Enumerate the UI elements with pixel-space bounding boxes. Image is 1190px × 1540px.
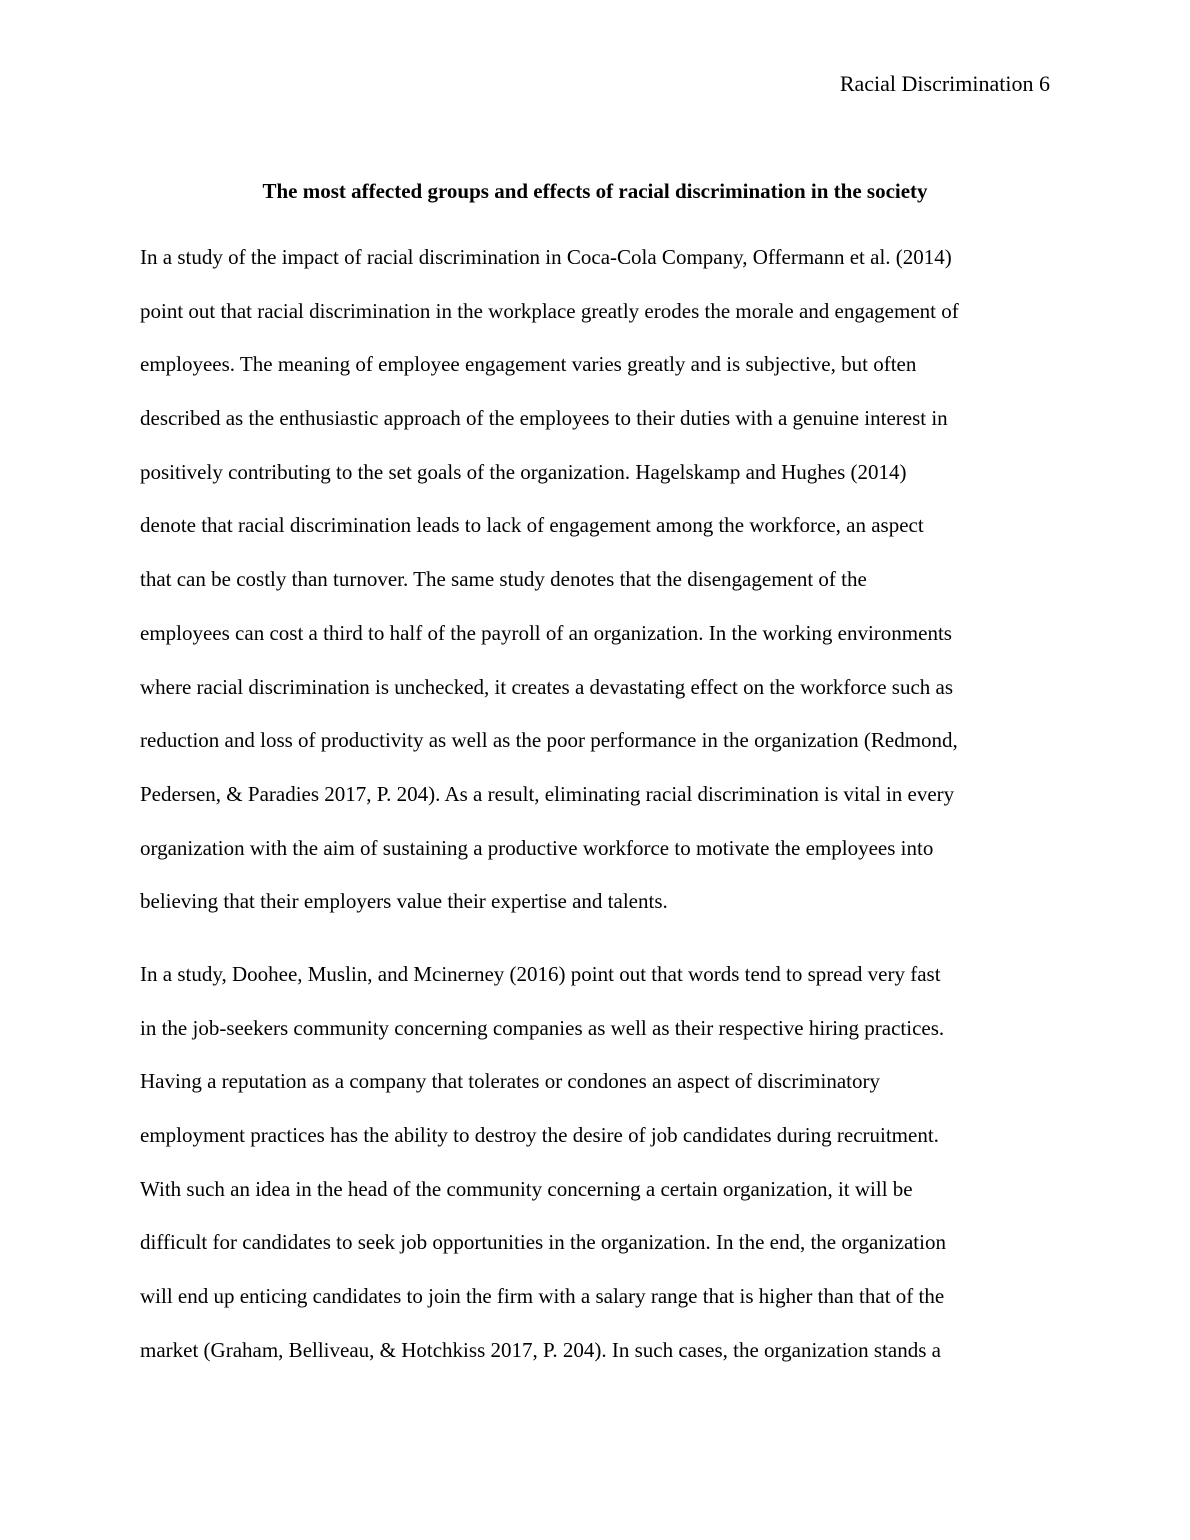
paragraph-line: organization with the aim of sustaining a productive workforce to motivate the employees into xyxy=(140,835,934,860)
paragraph-line: employees can cost a third to half of the payroll of an organization. In the working environments xyxy=(140,620,952,645)
paragraph-line: positively contributing to the set goals of the organization. Hagelskamp and Hughes (2014) xyxy=(140,459,907,484)
paragraph-line: reduction and loss of productivity as well as the poor performance in the organization (Redmond, xyxy=(140,728,958,753)
paragraph-2 xyxy=(140,948,1070,1378)
running-head: Racial Discrimination 6 xyxy=(839,71,1050,96)
paragraph-line: described as the enthusiastic approach of the employees to their duties with a genuine interest in xyxy=(140,406,948,431)
paragraph-line: market (Graham, Belliveau, & Hotchkiss 2017, P. 204). In such cases, the organization stands a xyxy=(140,1337,941,1362)
paragraph-line: employment practices has the ability to destroy the desire of job candidates during recruitment. xyxy=(140,1123,939,1148)
paragraph-line: denote that racial discrimination leads to lack of engagement among the workforce, an aspect xyxy=(140,513,924,538)
paragraph-line: Having a reputation as a company that tolerates or condones an aspect of discriminatory xyxy=(140,1069,881,1094)
paragraph-line: believing that their employers value their expertise and talents. xyxy=(140,889,668,914)
paragraph-line: in the job-seekers community concerning companies as well as their respective hiring practices. xyxy=(140,1015,945,1040)
paragraph-line: Pedersen, & Paradies 2017, P. 204). As a result, eliminating racial discrimination is vital in every xyxy=(140,781,955,806)
paragraph-line: difficult for candidates to seek job opportunities in the organization. In the end, the organization xyxy=(140,1230,946,1255)
section-heading: The most affected groups and effects of racial discrimination in the society xyxy=(262,179,928,203)
paragraph-line: point out that racial discrimination in the workplace greatly erodes the morale and engagement of xyxy=(140,298,959,323)
paragraph-1 xyxy=(140,231,1070,929)
paragraph-line: where racial discrimination is unchecked, it creates a devastating effect on the workforce such as xyxy=(140,674,954,699)
paragraph-line: employees. The meaning of employee engagement varies greatly and is subjective, but often xyxy=(140,352,917,377)
paragraph-line: With such an idea in the head of the community concerning a certain organization, it will be xyxy=(140,1176,913,1201)
paragraph-line: will end up enticing candidates to join the firm with a salary range that is higher than that of the xyxy=(140,1284,945,1309)
paragraph-line: In a study of the impact of racial discrimination in Coca-Cola Company, Offermann et al. (2014) xyxy=(140,245,952,269)
paragraph-line: In a study, Doohee, Muslin, and Mcinerney (2016) point out that words tend to spread very fast xyxy=(140,962,941,986)
paragraph-line: that can be costly than turnover. The same study denotes that the disengagement of the xyxy=(140,567,867,592)
